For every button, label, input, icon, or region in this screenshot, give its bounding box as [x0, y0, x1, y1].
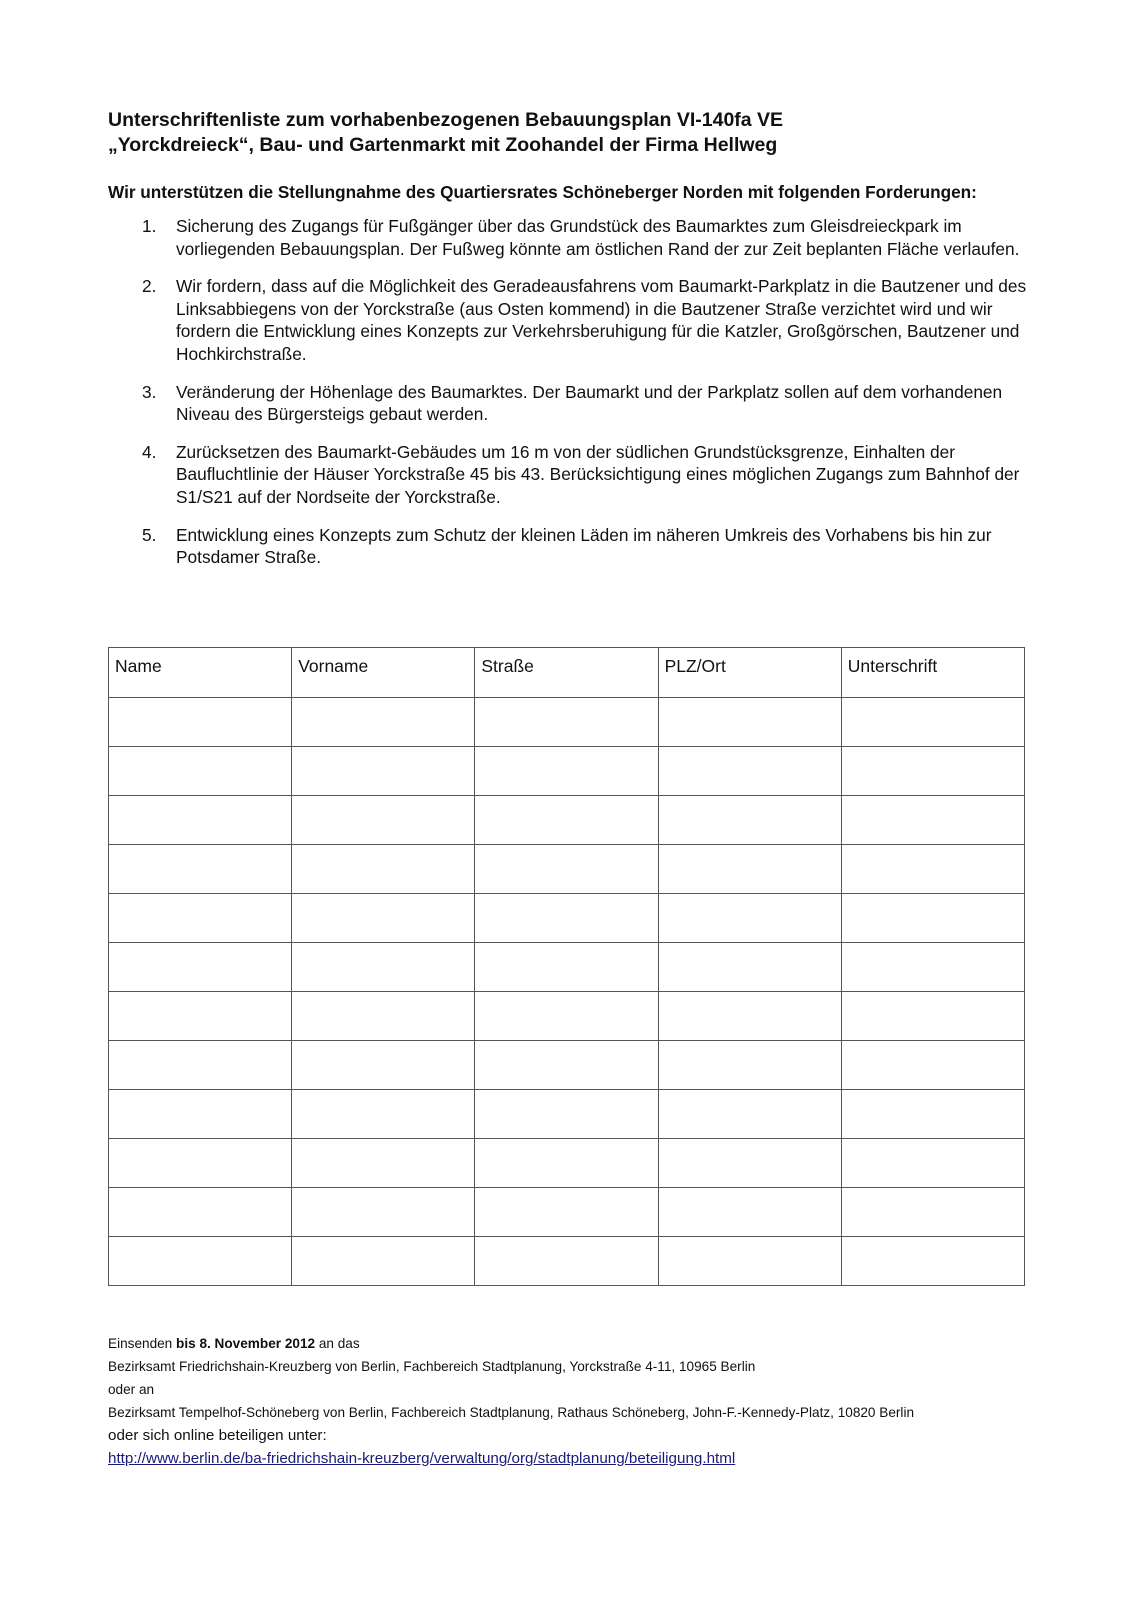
office-address-2: Bezirksamt Tempelhof-Schöneberg von Berlin, Fachbereich Stadtplanung, Rathaus Schöneberg, John-F.-Kennedy-Platz, 10820 Berlin — [108, 1405, 915, 1420]
signature-cell — [658, 845, 841, 894]
column-header-unterschrift: Unterschrift — [841, 648, 1024, 698]
signature-cell — [475, 943, 658, 992]
demand-text: Veränderung der Höhenlage des Baumarktes. Der Baumarkt und der Parkplatz sollen auf dem vorhandenen Niveau des Bürgersteigs gebaut werden. — [176, 381, 1003, 425]
column-header-strasse: Straße — [475, 648, 658, 698]
signature-cell — [292, 1090, 475, 1139]
signature-cell — [841, 698, 1024, 747]
signature-cell — [475, 1188, 658, 1237]
signature-cell — [475, 698, 658, 747]
document-body — [108, 108, 1028, 569]
demand-number: 2. — [142, 276, 157, 297]
demand-text: Sicherung des Zugangs für Fußgänger über das Grundstück des Baumarktes zum Gleisdreieckpark im vorliegenden Bebauungsplan. Der Fußweg könnte am östlichen Rand der zur Zeit beplanten Fläche verlaufen. — [176, 216, 1020, 259]
submission-info — [108, 1332, 1068, 1470]
signature-row — [109, 698, 1025, 747]
signature-cell — [475, 1090, 658, 1139]
signature-cell — [658, 992, 841, 1041]
demand-item — [108, 381, 1028, 426]
signature-row — [109, 1188, 1025, 1237]
signature-row — [109, 1041, 1025, 1090]
online-participation-text: oder sich online beteiligen unter: — [108, 1427, 327, 1444]
signature-cell — [109, 845, 292, 894]
signature-cell — [292, 1237, 475, 1286]
signature-cell — [658, 796, 841, 845]
signature-table — [108, 647, 1025, 1286]
signature-cell — [475, 845, 658, 894]
signature-cell — [292, 1139, 475, 1188]
signature-row — [109, 992, 1025, 1041]
send-instruction — [108, 1332, 1068, 1355]
signature-cell — [841, 1041, 1024, 1090]
signature-cell — [475, 747, 658, 796]
column-header-vorname: Vorname — [292, 648, 475, 698]
demand-item — [108, 215, 1028, 260]
signature-cell — [841, 747, 1024, 796]
signature-cell — [658, 1237, 841, 1286]
signature-cell — [658, 894, 841, 943]
title-line-2: „Yorckdreieck“, Bau- und Gartenmarkt mit Zoohandel der Firma Hellweg — [108, 134, 778, 156]
participation-link[interactable]: http://www.berlin.de/ba-friedrichshain-kreuzberg/verwaltung/org/stadtplanung/beteiligung.html — [108, 1450, 736, 1467]
office-address-1: Bezirksamt Friedrichshain-Kreuzberg von Berlin, Fachbereich Stadtplanung, Yorckstraße 4-11, 10965 Berlin — [108, 1359, 756, 1374]
signature-cell — [841, 894, 1024, 943]
signature-row — [109, 943, 1025, 992]
signature-cell — [292, 943, 475, 992]
page-title — [108, 108, 1028, 158]
title-line-1: Unterschriftenliste zum vorhabenbezogenen Bebauungsplan VI-140fa VE — [108, 109, 784, 131]
signature-row — [109, 1090, 1025, 1139]
signature-cell — [292, 894, 475, 943]
signature-cell — [841, 845, 1024, 894]
demand-text: Wir fordern, dass auf die Möglichkeit des Geradeausfahrens vom Baumarkt-Parkplatz in die Bautzener und des Linksabbiegens von der Yorckstraße (aus Osten kommend) in die Bautzener Straße verzichtet wird und wir fordern die Entwicklung eines Konzepts zur Verkehrsberuhigung für die Katzler, Großgörschen, Bautzener und Hochkirchstraße. — [176, 276, 1027, 364]
signature-cell — [841, 1139, 1024, 1188]
demands-list — [108, 215, 1028, 569]
demand-item — [108, 275, 1028, 365]
signature-cell — [475, 1139, 658, 1188]
signature-cell — [109, 992, 292, 1041]
intro-statement: Wir unterstützen die Stellungnahme des Quartiersrates Schöneberger Norden mit folgenden Forderungen: — [108, 182, 977, 202]
demand-number: 5. — [142, 524, 157, 545]
demand-text: Zurücksetzen des Baumarkt-Gebäudes um 16 m von der südlichen Grundstücksgrenze, Einhalten der Baufluchtlinie der Häuser Yorckstraße 45 bis 43. Berücksichtigung eines möglichen Zugangs zum Bahnhof der S1/S21 auf der Nordseite der Yorckstraße. — [176, 441, 1020, 507]
signature-cell — [658, 698, 841, 747]
signature-cell — [109, 1188, 292, 1237]
signature-cell — [658, 1090, 841, 1139]
signature-cell — [658, 943, 841, 992]
signature-row — [109, 747, 1025, 796]
signature-cell — [109, 1041, 292, 1090]
signature-cell — [475, 1237, 658, 1286]
signature-cell — [109, 1237, 292, 1286]
signature-row — [109, 796, 1025, 845]
signature-cell — [292, 1188, 475, 1237]
signature-cell — [841, 1237, 1024, 1286]
column-header-name: Name — [109, 648, 292, 698]
demand-text: Entwicklung eines Konzepts zum Schutz der kleinen Läden im näheren Umkreis des Vorhabens bis hin zur Potsdamer Straße. — [176, 524, 992, 568]
signature-row — [109, 1139, 1025, 1188]
or-text: oder an — [108, 1382, 155, 1397]
signature-cell — [841, 1090, 1024, 1139]
signature-cell — [109, 1090, 292, 1139]
signature-cell — [475, 1041, 658, 1090]
send-suffix: an das — [315, 1336, 360, 1351]
signature-cell — [658, 1188, 841, 1237]
signature-cell — [109, 1139, 292, 1188]
signature-cell — [292, 845, 475, 894]
signature-cell — [292, 1041, 475, 1090]
signature-cell — [109, 698, 292, 747]
signature-table-header-row — [109, 648, 1025, 698]
send-prefix: Einsenden — [108, 1336, 177, 1351]
deadline: bis 8. November 2012 — [176, 1336, 316, 1351]
signature-cell — [292, 796, 475, 845]
signature-cell — [292, 992, 475, 1041]
demand-number: 3. — [142, 381, 157, 402]
signature-cell — [292, 747, 475, 796]
signature-row — [109, 845, 1025, 894]
signature-row — [109, 894, 1025, 943]
signature-cell — [658, 1139, 841, 1188]
signature-cell — [658, 1041, 841, 1090]
signature-cell — [841, 943, 1024, 992]
signature-cell — [658, 747, 841, 796]
demand-item — [108, 524, 1028, 569]
demand-number: 4. — [142, 441, 157, 462]
signature-cell — [841, 796, 1024, 845]
signature-cell — [109, 796, 292, 845]
signature-cell — [109, 894, 292, 943]
signature-cell — [292, 698, 475, 747]
signature-cell — [475, 894, 658, 943]
column-header-plz-ort: PLZ/Ort — [658, 648, 841, 698]
demand-number: 1. — [142, 216, 157, 236]
signature-cell — [841, 992, 1024, 1041]
signature-row — [109, 1237, 1025, 1286]
signature-cell — [109, 747, 292, 796]
signature-cell — [841, 1188, 1024, 1237]
signature-table-body — [109, 698, 1025, 1286]
signature-cell — [109, 943, 292, 992]
signature-cell — [475, 796, 658, 845]
signature-cell — [475, 992, 658, 1041]
demand-item — [108, 441, 1028, 509]
